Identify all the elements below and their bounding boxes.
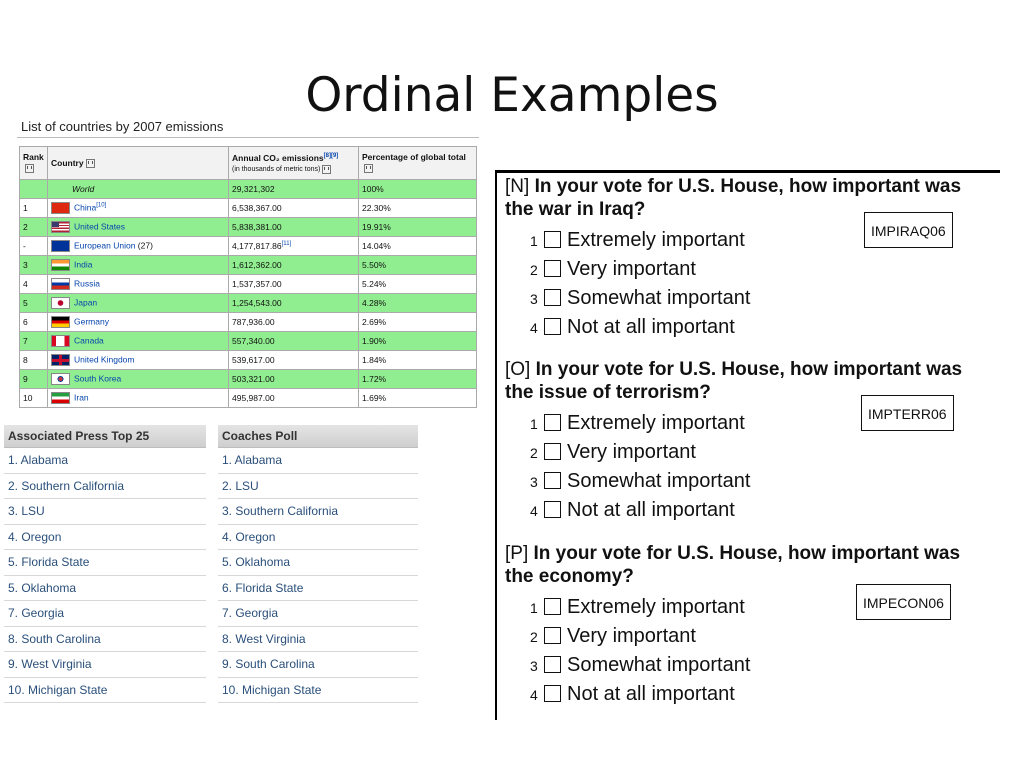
answer-option[interactable] — [530, 595, 745, 619]
variable-code-box: IMPTERR06 — [861, 395, 954, 431]
answer-option[interactable] — [530, 257, 696, 281]
emissions-value: 4,177,817.86 — [232, 241, 282, 251]
variable-code-box: IMPECON06 — [856, 584, 951, 620]
ap-poll-item[interactable]: 4. Oregon — [4, 525, 206, 551]
country-cell[interactable] — [48, 237, 229, 256]
country-name: World — [72, 184, 95, 194]
ap-poll-item[interactable]: 10. Michigan State — [4, 678, 206, 704]
table-row — [20, 256, 477, 275]
emissions-cell — [229, 199, 359, 218]
ap-poll-item[interactable]: 7. Georgia — [4, 601, 206, 627]
question-tag: [N] — [505, 176, 530, 197]
country-link[interactable]: Germany — [74, 316, 109, 327]
country-cell[interactable] — [48, 313, 229, 332]
kr-flag-icon — [51, 373, 70, 385]
option-number: 1 — [530, 233, 538, 249]
emissions-cell — [229, 370, 359, 389]
coaches-poll-item[interactable]: 10. Michigan State — [218, 678, 418, 704]
table-row — [20, 237, 477, 256]
option-number: 2 — [530, 629, 538, 645]
checkbox-icon[interactable] — [544, 685, 561, 702]
country-cell[interactable] — [48, 294, 229, 313]
in-flag-icon — [51, 259, 70, 271]
answer-option[interactable] — [530, 653, 750, 677]
emissions-cell — [229, 237, 359, 256]
checkbox-icon[interactable] — [544, 414, 561, 431]
option-number: 4 — [530, 320, 538, 336]
ap-poll-item[interactable]: 8. South Carolina — [4, 627, 206, 653]
option-number: 3 — [530, 474, 538, 490]
sort-icon[interactable] — [86, 159, 95, 168]
country-link[interactable]: Canada — [74, 335, 104, 346]
country-link[interactable]: Japan — [74, 297, 98, 308]
percent-cell: 1.69% — [359, 389, 477, 408]
table-row — [20, 332, 477, 351]
ap-poll-item[interactable]: 9. West Virginia — [4, 652, 206, 678]
rank-header[interactable] — [20, 147, 48, 180]
emissions-header-row — [20, 147, 477, 180]
percent-cell: 5.50% — [359, 256, 477, 275]
rank-cell: - — [20, 237, 48, 256]
table-row — [20, 199, 477, 218]
variable-code-box: IMPIRAQ06 — [864, 212, 953, 248]
rank-cell: 4 — [20, 275, 48, 294]
answer-option[interactable] — [530, 286, 750, 310]
option-label: Not at all important — [567, 683, 735, 705]
answer-option[interactable] — [530, 228, 745, 252]
country-link[interactable]: South Korea — [74, 373, 122, 384]
option-label: Not at all important — [567, 499, 735, 521]
option-label: Extremely important — [567, 596, 745, 618]
option-label: Very important — [567, 441, 696, 463]
coaches-poll-item[interactable]: 7. Georgia — [218, 601, 418, 627]
question-text: In your vote for U.S. House, how important was the war in Iraq? — [505, 176, 962, 220]
table-row — [20, 180, 477, 199]
citation-ref[interactable]: [11] — [281, 241, 292, 248]
option-label: Somewhat important — [567, 287, 751, 309]
sort-icon[interactable] — [322, 165, 331, 174]
rank-cell: 9 — [20, 370, 48, 389]
caption-divider — [17, 137, 479, 138]
country-cell[interactable] — [48, 370, 229, 389]
emissions-value: 503,321.00 — [232, 374, 275, 384]
percent-header[interactable] — [359, 147, 477, 180]
rank-cell: 3 — [20, 256, 48, 275]
percent-cell: 1.90% — [359, 332, 477, 351]
country-link[interactable]: European Union — [74, 240, 136, 251]
emissions-header-label: Annual CO₂ emissions — [232, 152, 324, 163]
checkbox-icon[interactable] — [544, 443, 561, 460]
country-cell[interactable] — [48, 256, 229, 275]
percent-header-label: Percentage of global total — [362, 152, 466, 162]
ap-poll-item[interactable]: 5. Florida State — [4, 550, 206, 576]
ap-poll-header: Associated Press Top 25 — [4, 425, 206, 448]
survey-question — [505, 542, 985, 588]
checkbox-icon[interactable] — [544, 656, 561, 673]
option-label: Somewhat important — [567, 654, 751, 676]
answer-option[interactable] — [530, 411, 745, 435]
table-row — [20, 218, 477, 237]
emissions-table — [19, 146, 477, 408]
option-label: Somewhat important — [567, 470, 751, 492]
rank-cell: 1 — [20, 199, 48, 218]
percent-cell: 2.69% — [359, 313, 477, 332]
table-row — [20, 351, 477, 370]
rank-cell: 6 — [20, 313, 48, 332]
de-flag-icon — [51, 316, 70, 328]
answer-option[interactable] — [530, 498, 735, 522]
country-link[interactable]: Iran — [74, 392, 89, 403]
ap-poll-item[interactable]: 3. LSU — [4, 499, 206, 525]
table-row — [20, 294, 477, 313]
percent-cell: 4.28% — [359, 294, 477, 313]
rank-cell: 5 — [20, 294, 48, 313]
rank-cell: 7 — [20, 332, 48, 351]
cn-flag-icon — [51, 202, 70, 214]
coaches-poll-item[interactable]: 9. South Carolina — [218, 652, 418, 678]
ap-poll-item[interactable]: 1. Alabama — [4, 448, 206, 474]
checkbox-icon[interactable] — [544, 472, 561, 489]
question-tag: [P] — [505, 543, 529, 564]
country-link[interactable]: China — [74, 202, 97, 213]
country-cell[interactable] — [48, 332, 229, 351]
emissions-value: 29,321,302 — [232, 184, 275, 194]
coaches-poll-item[interactable]: 3. Southern California — [218, 499, 418, 525]
country-cell[interactable] — [48, 218, 229, 237]
option-number: 3 — [530, 291, 538, 307]
country-cell[interactable] — [48, 275, 229, 294]
coaches-poll-item[interactable]: 2. LSU — [218, 474, 418, 500]
emissions-value: 539,617.00 — [232, 355, 275, 365]
emissions-cell — [229, 180, 359, 199]
emissions-cell — [229, 256, 359, 275]
rank-header-label: Rank — [23, 152, 44, 162]
coaches-poll-item[interactable]: 4. Oregon — [218, 525, 418, 551]
option-label: Very important — [567, 625, 696, 647]
percent-cell: 22.30% — [359, 199, 477, 218]
percent-cell: 1.84% — [359, 351, 477, 370]
percent-cell: 14.04% — [359, 237, 477, 256]
emissions-value: 5,838,381.00 — [232, 222, 282, 232]
question-text: In your vote for U.S. House, how important was the economy? — [505, 543, 961, 587]
rank-cell: 2 — [20, 218, 48, 237]
emissions-value: 6,538,367.00 — [232, 203, 282, 213]
table-row — [20, 275, 477, 294]
emissions-cell — [229, 332, 359, 351]
ir-flag-icon — [51, 392, 70, 404]
country-cell[interactable] — [48, 389, 229, 408]
answer-option[interactable] — [530, 624, 696, 648]
option-label: Not at all important — [567, 316, 735, 338]
us-flag-icon — [51, 221, 70, 233]
checkbox-icon[interactable] — [544, 231, 561, 248]
percent-cell: 1.72% — [359, 370, 477, 389]
ca-flag-icon — [51, 335, 70, 347]
answer-option[interactable] — [530, 682, 735, 706]
country-cell[interactable] — [48, 199, 229, 218]
option-number: 1 — [530, 600, 538, 616]
checkbox-icon[interactable] — [544, 598, 561, 615]
question-tag: [O] — [505, 359, 531, 380]
option-label: Extremely important — [567, 229, 745, 251]
checkbox-icon[interactable] — [544, 627, 561, 644]
percent-cell: 19.91% — [359, 218, 477, 237]
emissions-cell — [229, 218, 359, 237]
country-link[interactable]: Russia — [74, 278, 100, 289]
emissions-cell — [229, 313, 359, 332]
country-header[interactable] — [48, 147, 229, 180]
answer-option[interactable] — [530, 440, 696, 464]
table-row — [20, 370, 477, 389]
percent-cell: 100% — [359, 180, 477, 199]
answer-option[interactable] — [530, 315, 735, 339]
emissions-cell — [229, 294, 359, 313]
rank-cell — [20, 180, 48, 199]
emissions-value: 787,936.00 — [232, 317, 275, 327]
option-number: 2 — [530, 262, 538, 278]
answer-option[interactable] — [530, 469, 750, 493]
emissions-value: 1,612,362.00 — [232, 260, 282, 270]
emissions-unit-label: (in thousands of metric tons) — [232, 165, 321, 173]
rank-cell: 10 — [20, 389, 48, 408]
coaches-poll-item[interactable]: 1. Alabama — [218, 448, 418, 474]
ap-poll-item[interactable]: 2. Southern California — [4, 474, 206, 500]
country-link[interactable]: United States — [74, 221, 126, 232]
slide-title: Ordinal Examples — [305, 68, 719, 123]
emissions-header-refs[interactable]: [8][9] — [323, 153, 339, 160]
emissions-header[interactable] — [229, 147, 359, 180]
checkbox-icon[interactable] — [544, 501, 561, 518]
emissions-value: 1,254,543.00 — [232, 298, 282, 308]
checkbox-icon[interactable] — [544, 260, 561, 277]
emissions-cell — [229, 351, 359, 370]
citation-ref[interactable]: [10] — [96, 202, 107, 209]
country-cell[interactable] — [48, 351, 229, 370]
coaches-poll-header: Coaches Poll — [218, 425, 418, 448]
ap-poll — [4, 425, 206, 703]
rank-cell: 8 — [20, 351, 48, 370]
country-link[interactable]: United Kingdom — [74, 354, 135, 365]
uk-flag-icon — [51, 354, 70, 366]
option-number: 4 — [530, 503, 538, 519]
option-number: 4 — [530, 687, 538, 703]
coaches-poll-item[interactable]: 6. Florida State — [218, 576, 418, 602]
checkbox-icon[interactable] — [544, 289, 561, 306]
jp-flag-icon — [51, 297, 70, 309]
percent-cell: 5.24% — [359, 275, 477, 294]
sort-icon[interactable] — [25, 164, 34, 173]
question-text: In your vote for U.S. House, how important was the issue of terrorism? — [505, 359, 963, 403]
coaches-poll-item[interactable]: 8. West Virginia — [218, 627, 418, 653]
option-number: 1 — [530, 416, 538, 432]
emissions-value: 495,987.00 — [232, 393, 275, 403]
emissions-cell — [229, 275, 359, 294]
country-link[interactable]: India — [74, 259, 93, 270]
eu-flag-icon — [51, 240, 70, 252]
option-number: 3 — [530, 658, 538, 674]
emissions-caption: List of countries by 2007 emissions — [21, 119, 224, 134]
ru-flag-icon — [51, 278, 70, 290]
table-row — [20, 389, 477, 408]
checkbox-icon[interactable] — [544, 318, 561, 335]
coaches-poll-item[interactable]: 5. Oklahoma — [218, 550, 418, 576]
emissions-cell — [229, 389, 359, 408]
table-row — [20, 313, 477, 332]
emissions-value: 1,537,357.00 — [232, 279, 282, 289]
emissions-value: 557,340.00 — [232, 336, 275, 346]
coaches-poll — [218, 425, 418, 703]
sort-icon[interactable] — [364, 164, 373, 173]
option-number: 2 — [530, 445, 538, 461]
country-header-label: Country — [51, 157, 84, 168]
option-label: Extremely important — [567, 412, 745, 434]
country-cell — [48, 180, 229, 199]
ap-poll-item[interactable]: 5. Oklahoma — [4, 576, 206, 602]
country-suffix: (27) — [135, 240, 153, 251]
option-label: Very important — [567, 258, 696, 280]
